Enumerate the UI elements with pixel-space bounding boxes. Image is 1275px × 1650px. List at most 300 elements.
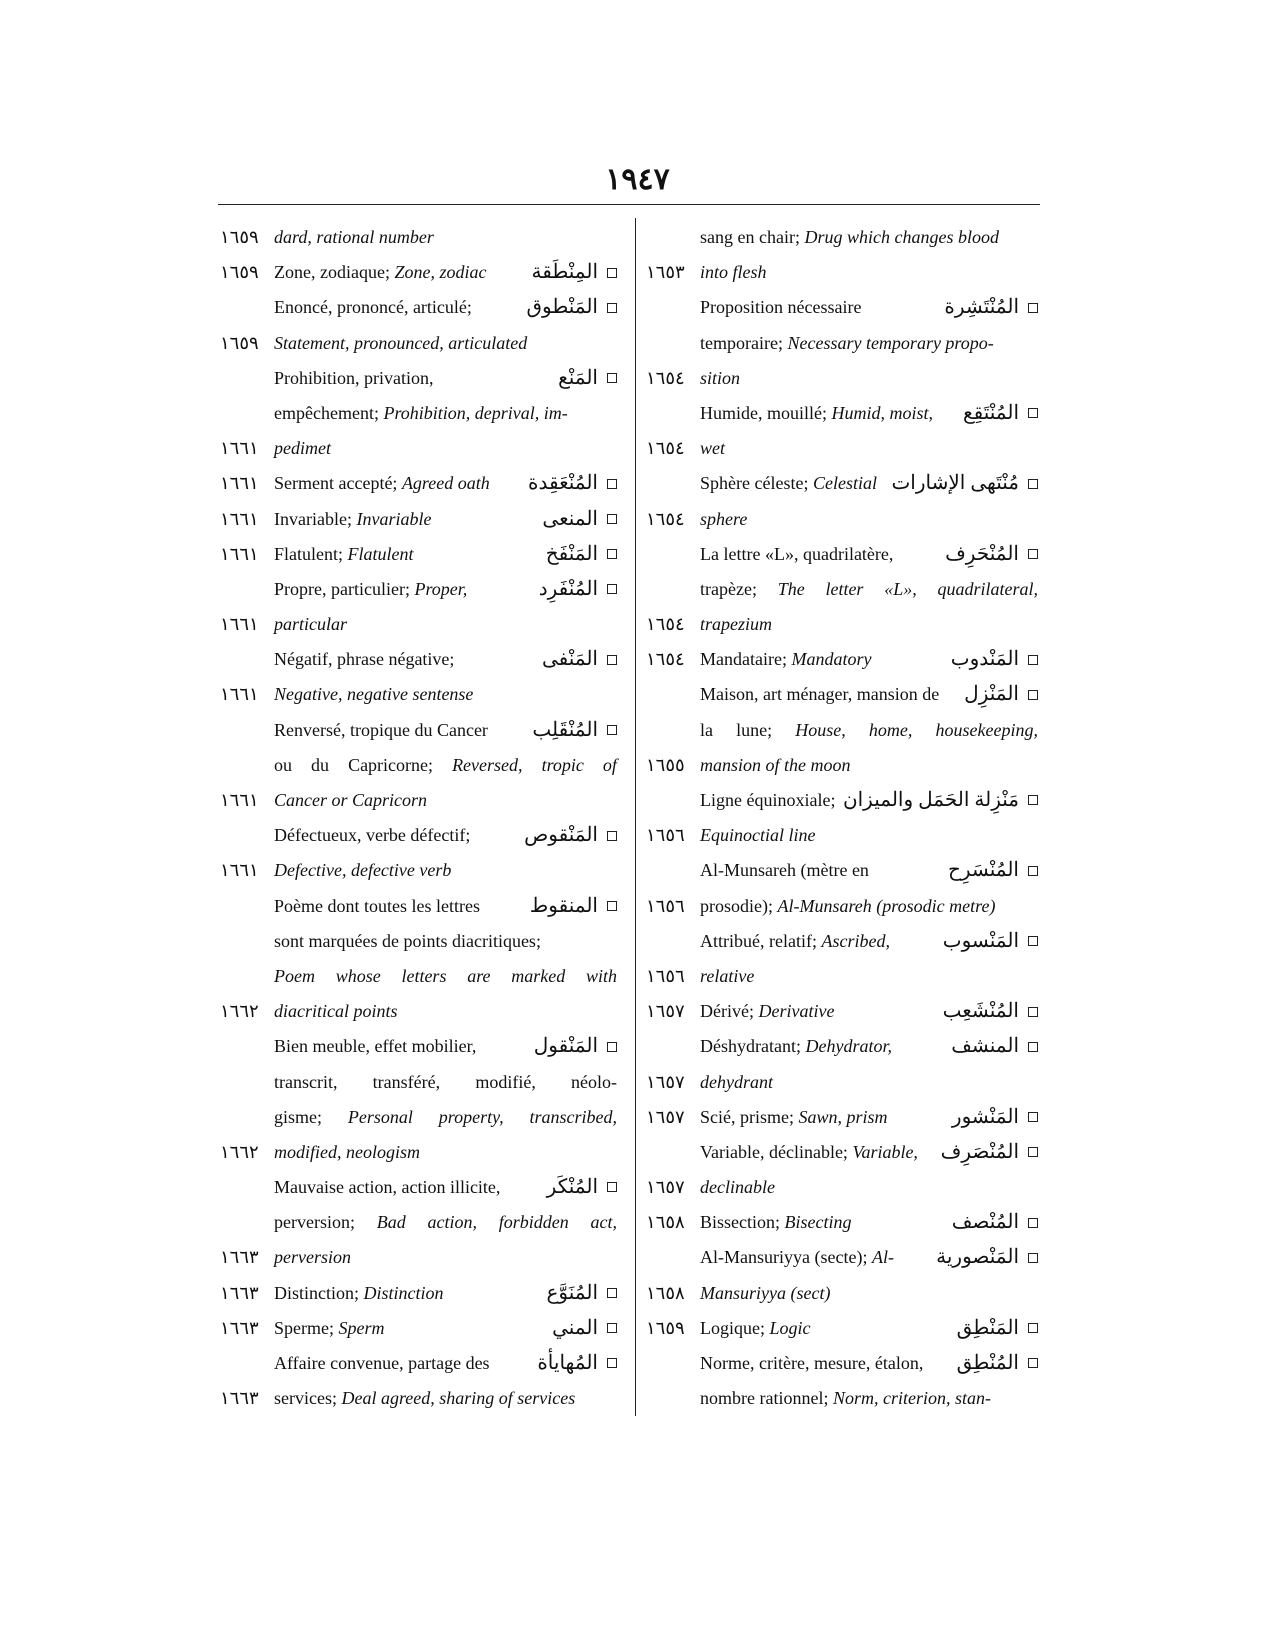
- page-reference: ١٦٥٤: [646, 367, 685, 388]
- entry-text: [700, 607, 772, 642]
- entry-line: [646, 783, 1038, 818]
- entry-line: [220, 1170, 617, 1205]
- entry-word: perversion;: [274, 1212, 355, 1233]
- entry-line: [646, 1029, 1038, 1064]
- entry-text: [274, 642, 454, 677]
- entry-word-english: «L»,: [884, 578, 917, 599]
- english-definition: Zone, zodiac: [394, 262, 487, 283]
- entry-text: [700, 642, 871, 677]
- page-reference: ١٦٥٩: [220, 227, 259, 247]
- entry-line: [220, 783, 617, 818]
- entry-line: [646, 677, 1038, 712]
- bullet-square-icon: [1028, 1218, 1038, 1228]
- entry-line: [220, 853, 617, 888]
- english-definition: modified, neologism: [274, 1141, 420, 1162]
- entry-word-english: housekeeping,: [935, 719, 1038, 740]
- bullet-square-icon: [607, 1323, 617, 1333]
- bullet-square-icon: [607, 1182, 617, 1192]
- entry-text: [700, 1276, 830, 1311]
- french-definition: Négatif, phrase négative;: [274, 649, 455, 670]
- entry-word-english: action,: [427, 1212, 477, 1233]
- english-definition: relative: [700, 965, 755, 986]
- headword: [539, 572, 617, 607]
- entry-line: [646, 255, 1038, 290]
- entry-line: [220, 1381, 617, 1416]
- entry-line: [220, 1276, 617, 1311]
- headword: [943, 994, 1038, 1029]
- french-definition: temporaire;: [700, 332, 788, 353]
- headword: [952, 1205, 1038, 1240]
- bullet-square-icon: [1028, 479, 1038, 489]
- page-reference: ١٦٦١: [220, 684, 259, 705]
- entry-word-english: act,: [590, 1212, 617, 1233]
- page-reference: ١٦٦١: [220, 614, 259, 635]
- bullet-square-icon: [607, 479, 617, 489]
- headword: [547, 1170, 617, 1205]
- page-reference: ١٦٦١: [220, 790, 259, 810]
- entry-text: [274, 220, 434, 255]
- english-definition: Celestial: [812, 473, 877, 494]
- headword-arabic: المَنْطِق: [956, 1316, 1019, 1339]
- headword-arabic: المُنْصَرِف: [940, 1140, 1019, 1163]
- bullet-square-icon: [1028, 655, 1038, 665]
- headword-arabic: المُنْقَلِب: [532, 718, 598, 741]
- bullet-square-icon: [1028, 1253, 1038, 1263]
- entry-text: [700, 1381, 991, 1416]
- english-definition: Prohibition, deprival, im-: [383, 402, 568, 423]
- entry-text: [274, 502, 431, 537]
- entry-word-english: letter: [825, 578, 864, 599]
- french-definition: Bissection;: [700, 1212, 785, 1233]
- page-reference: ١٦٥٧: [646, 1071, 685, 1092]
- entry-text: [274, 466, 490, 501]
- bullet-square-icon: [607, 1288, 617, 1298]
- entry-text: [274, 748, 617, 783]
- headword: [552, 1311, 617, 1346]
- english-definition: Sperm: [338, 1317, 385, 1338]
- entry-text: [700, 1029, 892, 1064]
- entry-text: [700, 1240, 894, 1275]
- french-definition: Enoncé, prononcé, articulé;: [274, 297, 472, 318]
- entry-line: [646, 1205, 1038, 1240]
- entry-line: [646, 572, 1038, 607]
- french-definition: Maison, art ménager, mansion de: [700, 684, 940, 705]
- english-definition: sphere: [700, 508, 748, 529]
- page-reference: ١٦٦٣: [220, 1317, 259, 1338]
- french-definition: Scié, prisme;: [700, 1106, 799, 1127]
- bullet-square-icon: [607, 901, 617, 911]
- entry-text: [700, 220, 999, 255]
- english-definition: Defective, defective verb: [274, 860, 452, 881]
- entry-line: [220, 889, 617, 924]
- headword-arabic: المَنْقول: [533, 1035, 598, 1058]
- entry-text: [274, 713, 488, 748]
- entry-line: [220, 1065, 617, 1100]
- headword: [951, 642, 1038, 677]
- entry-text: [274, 1346, 490, 1381]
- entry-line: [220, 1311, 617, 1346]
- french-definition: Flatulent;: [274, 543, 348, 564]
- bullet-square-icon: [1028, 1147, 1038, 1157]
- entry-line: [646, 748, 1038, 783]
- page-reference: ١٦٦١: [220, 473, 259, 494]
- english-definition: trapezium: [700, 614, 772, 635]
- english-definition: wet: [700, 438, 725, 459]
- entry-line: [646, 1311, 1038, 1346]
- entry-line: [646, 220, 1038, 255]
- entry-text: [700, 1205, 851, 1240]
- page-reference: ١٦٥٩: [646, 1317, 685, 1338]
- headword-arabic: المُنْحَرِف: [945, 542, 1019, 565]
- entry-line: [220, 572, 617, 607]
- entry-line: [646, 994, 1038, 1029]
- entry-text: [700, 1065, 773, 1100]
- page-reference: ١٦٦٢: [220, 1001, 259, 1022]
- entry-word: trapèze;: [700, 578, 757, 599]
- entry-line: [220, 1346, 617, 1381]
- entry-line: [220, 326, 617, 361]
- french-definition: Zone, zodiaque;: [274, 262, 395, 283]
- entry-text: [274, 783, 427, 818]
- french-definition: Attribué, relatif;: [700, 930, 822, 951]
- headword: [945, 537, 1038, 572]
- english-definition: dehydrant: [700, 1071, 773, 1092]
- english-definition: Necessary temporary propo-: [787, 332, 994, 353]
- entry-text: [274, 290, 472, 325]
- bullet-square-icon: [1028, 1042, 1038, 1052]
- headword-arabic: المُنْصف: [951, 1211, 1019, 1234]
- headword: [963, 396, 1038, 431]
- entry-text: [274, 1311, 385, 1346]
- french-definition: Proposition nécessaire: [700, 297, 862, 318]
- headword-arabic: المَنْدوب: [950, 648, 1019, 671]
- english-definition: diacritical points: [274, 1001, 398, 1022]
- entry-text: [700, 1100, 888, 1135]
- headword: [546, 537, 617, 572]
- french-definition: Sphère céleste;: [700, 473, 813, 494]
- page-number: ١٩٤٧: [605, 163, 670, 196]
- headword-arabic: المنقوط: [529, 894, 598, 917]
- bullet-square-icon: [607, 268, 617, 278]
- entry-text: [700, 853, 869, 888]
- entry-word-english: quadrilateral,: [937, 578, 1038, 599]
- headword: [944, 290, 1038, 325]
- entry-word-english: tropic: [541, 754, 584, 775]
- entry-word-english: marked: [511, 965, 566, 986]
- french-definition: Sperme;: [274, 1317, 339, 1338]
- page-reference: ١٦٥٤: [646, 438, 685, 459]
- english-definition: Dehydrator,: [805, 1036, 892, 1057]
- entry-text: [274, 1205, 617, 1240]
- entry-word: du: [311, 754, 330, 775]
- bullet-square-icon: [1028, 549, 1038, 559]
- headword: [528, 466, 617, 501]
- page-reference: ١٦٥٧: [646, 1177, 685, 1198]
- english-definition: Deal agreed, sharing of services: [341, 1388, 576, 1409]
- entry-word-english: House,: [795, 719, 846, 740]
- entry-text: [274, 677, 473, 712]
- headword: [532, 255, 618, 290]
- entry-text: [274, 1240, 351, 1275]
- entry-text: [274, 1170, 500, 1205]
- entry-line: [220, 959, 617, 994]
- entry-line: [220, 396, 617, 431]
- bullet-square-icon: [607, 303, 617, 313]
- headword-arabic: المُنْشَعِب: [942, 1000, 1019, 1023]
- entry-text: [700, 713, 1038, 748]
- english-definition: declinable: [700, 1177, 775, 1198]
- headword-arabic: مَنْزِلة الحَمَل والميزان: [842, 789, 1019, 811]
- entry-line: [646, 959, 1038, 994]
- entry-line: [220, 1135, 617, 1170]
- entry-word-english: transcribed,: [529, 1106, 617, 1127]
- entry-line: [220, 994, 617, 1029]
- entry-text: [274, 255, 486, 290]
- english-definition: perversion: [274, 1247, 351, 1268]
- page-reference: ١٦٥٨: [646, 1282, 685, 1303]
- entry-line: [220, 466, 617, 501]
- entry-text: [274, 361, 434, 396]
- entry-line: [646, 361, 1038, 396]
- bullet-square-icon: [607, 584, 617, 594]
- headword-arabic: المَنْفَخ: [545, 542, 598, 565]
- english-definition: dard, rational number: [274, 227, 434, 247]
- bullet-square-icon: [607, 514, 617, 524]
- bullet-square-icon: [607, 725, 617, 735]
- entry-text: [700, 572, 1038, 607]
- entry-text: [274, 1065, 617, 1100]
- headword-arabic: المُهايأة: [537, 1352, 598, 1374]
- entry-line: [220, 713, 617, 748]
- french-definition: Distinction;: [274, 1282, 364, 1303]
- french-definition: sont marquées de points diacritiques;: [274, 930, 541, 951]
- entry-text: [700, 818, 815, 853]
- headword: [534, 1029, 617, 1064]
- entry-text: [700, 783, 835, 818]
- english-definition: Humid, moist,: [831, 402, 933, 423]
- headword-arabic: المنعى: [542, 507, 598, 530]
- bullet-square-icon: [607, 831, 617, 841]
- entry-line: [220, 220, 617, 255]
- page-reference: ١٦٦١: [220, 508, 259, 529]
- french-definition: Serment accepté;: [274, 473, 402, 494]
- entry-text: [700, 396, 933, 431]
- page-reference: ١٦٥٣: [646, 262, 685, 283]
- french-definition: Invariable;: [274, 508, 357, 529]
- entry-text: [700, 1346, 923, 1381]
- entry-line: [220, 1205, 617, 1240]
- headword-arabic: المَنْصورية: [936, 1246, 1019, 1269]
- page-reference: ١٦٦٣: [220, 1282, 259, 1303]
- page-reference: ١٦٥٨: [646, 1212, 685, 1233]
- entry-text: [274, 572, 467, 607]
- bullet-square-icon: [1028, 408, 1038, 418]
- english-definition: Proper,: [414, 578, 468, 599]
- entry-word-english: letters: [401, 965, 447, 986]
- french-definition: Défectueux, verbe défectif;: [274, 825, 471, 846]
- entry-word: la: [700, 719, 713, 740]
- entry-text: [274, 994, 398, 1029]
- headword: [957, 1346, 1038, 1381]
- headword-arabic: المَنْقوص: [524, 824, 598, 847]
- headword: [948, 853, 1038, 888]
- bullet-square-icon: [1028, 1007, 1038, 1017]
- french-definition: Al-Munsareh (mètre en: [700, 860, 869, 881]
- headword: [943, 924, 1038, 959]
- page-reference: ١٦٥٥: [646, 754, 685, 775]
- headword-arabic: المُنْتَشِرة: [944, 296, 1019, 319]
- entry-line: [220, 255, 617, 290]
- french-definition: Prohibition, privation,: [274, 367, 434, 388]
- english-definition: Ascribed,: [821, 930, 890, 951]
- french-definition: Renversé, tropique du Cancer: [274, 719, 488, 740]
- entry-word: lune;: [736, 719, 773, 740]
- entry-text: [274, 889, 480, 924]
- entry-text: [274, 607, 347, 642]
- bullet-square-icon: [1028, 1112, 1038, 1122]
- headword-arabic: المَنْفى: [541, 648, 598, 671]
- entry-text: [274, 959, 617, 994]
- entry-word-english: Bad: [376, 1212, 406, 1233]
- english-definition: Logic: [769, 1317, 811, 1338]
- headword: [891, 466, 1038, 501]
- entry-line: [220, 1100, 617, 1135]
- headword-arabic: مُنْتَهى الإشارات: [891, 472, 1019, 495]
- entry-word-english: The: [777, 578, 805, 599]
- headword: [936, 1240, 1038, 1275]
- entry-word-english: home,: [868, 719, 913, 740]
- french-definition: prosodie);: [700, 895, 778, 916]
- headword-arabic: المُنْفَرِد: [538, 577, 598, 600]
- entry-text: [274, 853, 451, 888]
- page-reference: ١٦٦١: [220, 438, 259, 459]
- entry-text: [274, 431, 331, 466]
- entry-text: [274, 396, 568, 431]
- page-reference: ١٦٦١: [220, 860, 259, 881]
- entry-text: [700, 994, 834, 1029]
- english-definition: Al-: [871, 1247, 894, 1268]
- french-definition: Poème dont toutes les lettres: [274, 895, 480, 916]
- english-definition: Equinoctial line: [700, 825, 816, 846]
- french-definition: Norme, critère, mesure, étalon,: [700, 1353, 924, 1373]
- english-definition: Distinction: [363, 1282, 444, 1303]
- entry-line: [646, 1100, 1038, 1135]
- french-definition: services;: [274, 1388, 342, 1409]
- english-definition: Invariable: [356, 508, 432, 529]
- headword: [558, 361, 617, 396]
- bullet-square-icon: [1028, 866, 1038, 876]
- headword-arabic: المَنْزِل: [964, 683, 1019, 706]
- entry-line: [220, 431, 617, 466]
- headword: [542, 642, 617, 677]
- english-definition: Flatulent: [347, 543, 414, 564]
- headword: [957, 1311, 1038, 1346]
- english-definition: Variable,: [852, 1141, 918, 1162]
- entry-text: [274, 924, 541, 959]
- entry-word: transféré,: [372, 1071, 441, 1092]
- headword-arabic: المَنْع: [558, 366, 598, 389]
- entry-text: [274, 1276, 444, 1311]
- bullet-square-icon: [1028, 1323, 1038, 1333]
- entry-line: [220, 924, 617, 959]
- entry-text: [700, 1311, 811, 1346]
- entry-line: [646, 1135, 1038, 1170]
- entry-line: [220, 502, 617, 537]
- entry-line: [646, 290, 1038, 325]
- page-reference: ١٦٦٣: [220, 1247, 259, 1268]
- page-reference: ١٦٥٦: [646, 965, 685, 986]
- english-definition: Cancer or Capricorn: [274, 790, 427, 810]
- bullet-square-icon: [607, 1042, 617, 1052]
- entry-word-english: property,: [438, 1106, 504, 1127]
- entry-text: [274, 1100, 617, 1135]
- entry-line: [646, 466, 1038, 501]
- entry-text: [700, 502, 747, 537]
- french-definition: Bien meuble, effet mobilier,: [274, 1036, 477, 1057]
- headword: [546, 1276, 617, 1311]
- english-definition: Mandatory: [791, 649, 872, 670]
- entry-text: [274, 326, 527, 361]
- left-column: [220, 220, 617, 1416]
- headword-arabic: المُنْكَر: [546, 1176, 598, 1199]
- entry-text: [274, 1029, 476, 1064]
- entry-word: néolo-: [571, 1071, 617, 1092]
- entry-word: Capricorne;: [348, 754, 434, 775]
- entry-text: [274, 818, 470, 853]
- french-definition: Ligne équinoxiale;: [700, 790, 836, 810]
- entry-line: [646, 1065, 1038, 1100]
- headword: [530, 889, 617, 924]
- english-definition: Drug which changes blood: [804, 227, 999, 247]
- entry-line: [646, 326, 1038, 361]
- headword: [941, 1135, 1038, 1170]
- bullet-square-icon: [607, 373, 617, 383]
- page-reference: ١٦٥٤: [646, 508, 685, 529]
- entry-line: [646, 607, 1038, 642]
- headword: [951, 1029, 1038, 1064]
- french-definition: Variable, déclinable;: [700, 1141, 853, 1162]
- entry-line: [220, 290, 617, 325]
- entry-text: [700, 748, 851, 783]
- bullet-square-icon: [607, 655, 617, 665]
- entry-line: [220, 1240, 617, 1275]
- entry-line: [646, 1346, 1038, 1381]
- entry-text: [700, 537, 893, 572]
- page-reference: ١٦٦١: [220, 543, 259, 564]
- entry-word-english: of: [602, 754, 617, 775]
- french-definition: empêchement;: [274, 402, 384, 423]
- french-definition: La lettre «L», quadrilatère,: [700, 543, 894, 564]
- headword-arabic: المُنْعَقِدة: [528, 472, 598, 495]
- entry-line: [220, 1029, 617, 1064]
- entry-line: [220, 748, 617, 783]
- english-definition: Negative, negative sentense: [274, 684, 474, 705]
- french-definition: Logique;: [700, 1317, 770, 1338]
- entry-text: [700, 1170, 775, 1205]
- entry-line: [646, 889, 1038, 924]
- entry-line: [646, 853, 1038, 888]
- entry-line: [646, 537, 1038, 572]
- page-reference: ١٦٥٧: [646, 1001, 685, 1022]
- headword: [524, 818, 617, 853]
- bullet-square-icon: [607, 549, 617, 559]
- entry-word: modifié,: [475, 1071, 536, 1092]
- entry-word-english: with: [585, 965, 617, 986]
- english-definition: mansion of the moon: [700, 754, 851, 775]
- entry-text: [700, 326, 994, 361]
- bullet-square-icon: [1028, 936, 1038, 946]
- headword-arabic: المَنْشور: [951, 1105, 1019, 1128]
